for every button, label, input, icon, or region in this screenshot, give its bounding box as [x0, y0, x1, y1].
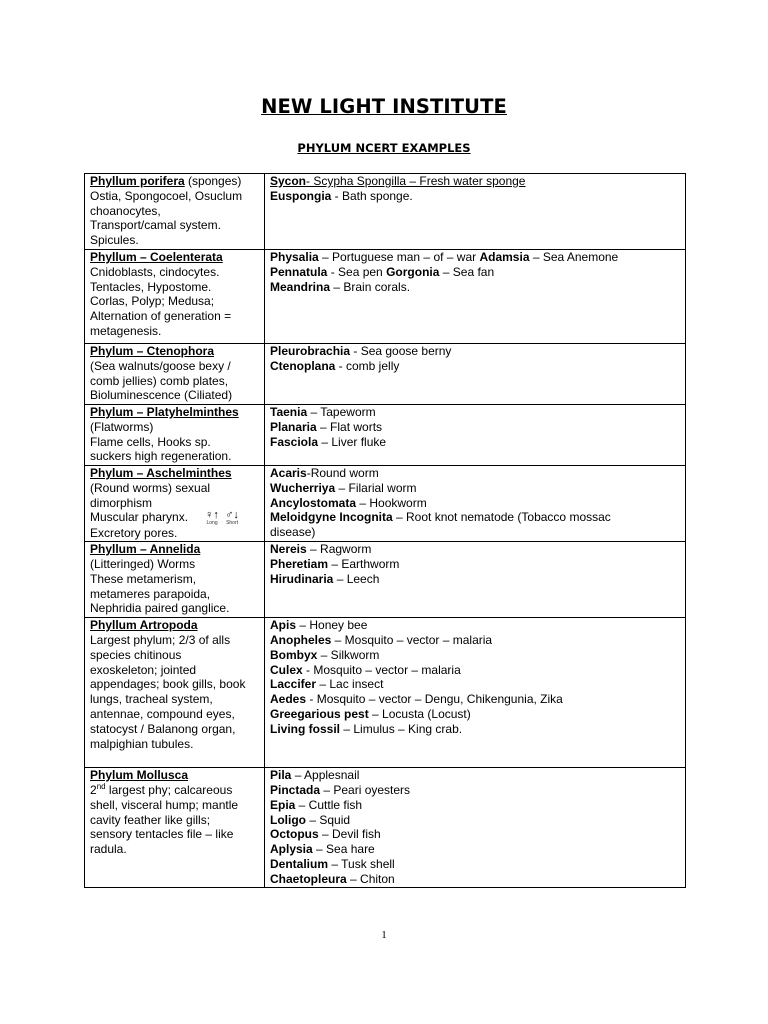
example-desc: – Squid: [306, 812, 351, 827]
example-desc: – Mosquito – vector – malaria: [331, 632, 493, 647]
example-name: Loligo: [270, 812, 306, 827]
page-title: NEW LIGHT INSTITUTE: [261, 95, 507, 118]
feature-line: comb jellies) comb plates,: [90, 373, 229, 388]
example-desc: – Honey bee: [296, 618, 368, 633]
feature-line: These metamerism,: [90, 571, 197, 586]
example-name: Physalia: [270, 250, 319, 264]
example-name: Pennatula: [270, 264, 328, 279]
example-desc: – Lac insect: [316, 677, 384, 692]
example-name: Gorgonia: [386, 264, 440, 279]
feature-line: cavity feather like gills;: [90, 812, 211, 827]
example-desc: - Bath sponge.: [331, 188, 413, 203]
table-row: [85, 405, 686, 466]
feature-line: Largest phylum; 2/3 of alls: [90, 632, 231, 647]
feature-line: dimorphism: [90, 495, 153, 510]
example-name: Apis: [270, 618, 297, 633]
table-row: [85, 466, 686, 542]
feature-line: statocyst / Balanong organ,: [90, 721, 236, 736]
examples-cell: [265, 344, 686, 405]
example-desc: – Tapeworm: [307, 405, 376, 419]
phylum-name: Phylum – Platyhelminthes: [90, 405, 239, 419]
phylum-cell: [85, 466, 265, 542]
feature-line: Bioluminescence (Ciliated): [90, 388, 233, 403]
example-desc: - Mosquito – vector – Dengu, Chikengunia, Zika: [306, 692, 563, 707]
example-name: Meandrina: [270, 279, 331, 294]
example-desc: – Applesnail: [291, 768, 360, 783]
table-row: [85, 174, 686, 250]
example-desc: – Portuguese man – of – war: [318, 250, 480, 264]
example-desc: – Ragworm: [306, 542, 372, 557]
example-name: Acaris: [270, 466, 307, 480]
feature-line: (Flatworms): [90, 419, 154, 434]
feature-line: Tentacles, Hypostome.: [90, 279, 212, 294]
feature-line: exoskeleton; jointed: [90, 662, 197, 677]
example-name: Euspongia: [270, 188, 332, 203]
example-desc: – Leech: [333, 571, 380, 586]
feature-line: antennae, compound eyes,: [90, 706, 235, 721]
example-name: Ctenoplana: [270, 358, 336, 373]
feature-line: Nephridia paired ganglice.: [90, 601, 230, 616]
phylum-name: Phylum – Ctenophora: [90, 344, 215, 358]
example-name: Laccifer: [270, 677, 317, 692]
examples-cell: [265, 405, 686, 466]
example-name: Sycon: [270, 174, 307, 188]
example-name: Epia: [270, 797, 296, 812]
example-name: Adamsia: [479, 250, 530, 264]
feature-line: 2: [90, 782, 97, 797]
examples-cell: [265, 618, 686, 768]
feature-line: appendages; book gills, book: [90, 677, 246, 692]
example-desc: - comb jelly: [335, 358, 400, 373]
feature-line: Spicules.: [90, 233, 139, 248]
example-desc: - Scypha Spongilla – Fresh water sponge: [306, 174, 526, 188]
example-desc: – Locusta (Locust): [368, 706, 471, 721]
phylum-name: Phyllum porifera: [90, 174, 185, 188]
phylum-name: Phylum – Aschelminthes: [90, 466, 232, 480]
example-name: Wucherriya: [270, 480, 336, 495]
example-name: Culex: [270, 662, 303, 677]
ordinal-suffix: nd: [96, 781, 106, 791]
example-desc: – Tusk shell: [328, 856, 395, 871]
table-row: [85, 618, 686, 768]
example-desc: – Sea fan: [439, 264, 495, 279]
example-desc: – Devil fish: [318, 827, 381, 842]
feature-line: species chitinous: [90, 647, 182, 662]
example-name: Hirudinaria: [270, 571, 334, 586]
phylum-cell: [85, 542, 265, 618]
example-name: Aplysia: [270, 842, 313, 857]
phylum-cell: [85, 344, 265, 405]
example-name: Pleurobrachia: [270, 344, 351, 358]
feature-line: (Sea walnuts/goose bexy /: [90, 358, 231, 373]
feature-line: Corlas, Polyp; Medusa;: [90, 294, 215, 309]
example-desc: – Sea Anemone: [529, 250, 619, 264]
example-name: Pinctada: [270, 782, 321, 797]
feature-line: choanocytes,: [90, 203, 161, 218]
example-desc: -Round worm: [306, 466, 379, 480]
feature-line: sensory tentacles file – like: [90, 827, 234, 842]
example-name: Aedes: [270, 692, 307, 707]
example-desc: - Sea goose berny: [350, 344, 452, 358]
example-name: Fasciola: [270, 434, 319, 449]
examples-cell: [265, 542, 686, 618]
phylum-name: Phyllum – Annelida: [90, 542, 201, 557]
page-number: 1: [381, 929, 387, 941]
example-name: Meloidgyne Incognita: [270, 510, 393, 525]
page-subtitle: PHYLUM NCERT EXAMPLES: [297, 141, 471, 155]
feature-line: Cnidoblasts, cindocytes.: [90, 264, 220, 279]
example-desc: - Sea pen: [327, 264, 387, 279]
female-symbol-icon: ♀↑ Long: [205, 509, 219, 527]
example-name: Dentalium: [270, 856, 329, 871]
example-desc: – Flat worts: [316, 419, 383, 434]
example-desc: – Root knot nematode (Tobacco mossac: [392, 510, 611, 525]
table-row: [85, 768, 686, 888]
example-name: Pila: [270, 768, 292, 783]
example-desc: – Chiton: [346, 871, 395, 886]
phylum-name: Phyllum – Coelenterata: [90, 250, 223, 264]
example-desc: – Cuttle fish: [295, 797, 363, 812]
feature-line: radula.: [90, 842, 127, 857]
feature-line: suckers high regeneration.: [90, 449, 232, 464]
example-name: Chaetopleura: [270, 871, 347, 886]
phylum-name: Phyllum Artropoda: [90, 618, 198, 633]
example-name: Bombyx: [270, 647, 318, 662]
example-name: Living fossil: [270, 721, 341, 736]
feature-line: Alternation of generation =: [90, 309, 232, 324]
table-row: [85, 344, 686, 405]
phylum-cell: [85, 768, 265, 888]
phylum-cell: [85, 174, 265, 250]
phylum-name: Phylum Mollusca: [90, 768, 189, 783]
male-symbol-icon: ♂↓ Short: [225, 509, 239, 527]
feature-line: Excretory pores.: [90, 526, 178, 541]
table-row: [85, 542, 686, 618]
examples-cell: [265, 768, 686, 888]
example-name: Nereis: [270, 542, 307, 557]
feature-line: Transport/camal system.: [90, 218, 221, 233]
feature-line: Ostia, Spongocoel, Osuclum: [90, 188, 243, 203]
phylum-cell: [85, 405, 265, 466]
example-name: Greegarious pest: [270, 706, 369, 721]
example-desc: - Mosquito – vector – malaria: [302, 662, 461, 677]
example-name: Planaria: [270, 419, 317, 434]
example-desc: disease): [270, 525, 316, 540]
phylum-cell: [85, 250, 265, 344]
phylum-note: (sponges): [184, 174, 242, 188]
feature-line: largest phy; calcareous: [105, 782, 233, 797]
example-desc: – Limulus – King crab.: [340, 721, 463, 736]
example-desc: – Earthworm: [328, 556, 400, 571]
example-desc: – Filarial worm: [335, 480, 417, 495]
example-name: Octopus: [270, 827, 319, 842]
feature-line: lungs, tracheal system,: [90, 692, 213, 707]
table-row: [85, 250, 686, 344]
example-name: Pheretiam: [270, 556, 329, 571]
example-desc: – Peari oyesters: [320, 782, 411, 797]
phylum-cell: [85, 618, 265, 768]
examples-cell: [265, 250, 686, 344]
example-name: Taenia: [270, 405, 308, 419]
example-name: Anopheles: [270, 632, 332, 647]
phylum-table: [84, 173, 686, 888]
feature-line: Flame cells, Hooks sp.: [90, 434, 211, 449]
example-name: Ancylostomata: [270, 495, 357, 510]
examples-cell: [265, 174, 686, 250]
feature-line: Muscular pharynx.: [90, 510, 189, 525]
example-desc: – Brain corals.: [330, 279, 411, 294]
feature-line: metagenesis.: [90, 323, 162, 338]
feature-line: (Round worms) sexual: [90, 480, 211, 495]
feature-line: shell, visceral hump; mantle: [90, 797, 239, 812]
example-desc: – Hookworm: [356, 495, 427, 510]
example-desc: – Silkworm: [317, 647, 380, 662]
example-desc: – Liver fluke: [318, 434, 387, 449]
feature-line: (Litteringed) Worms: [90, 556, 196, 571]
feature-line: malpighian tubules.: [90, 736, 194, 751]
example-desc: – Sea hare: [312, 842, 375, 857]
feature-line: metameres parapoida,: [90, 586, 211, 601]
examples-cell: [265, 466, 686, 542]
